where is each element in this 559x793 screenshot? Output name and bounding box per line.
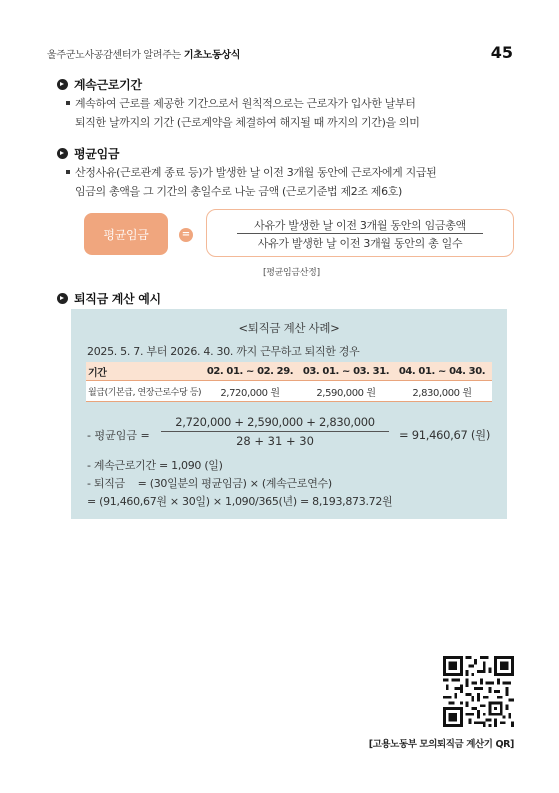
section-title-continuous-service	[57, 76, 142, 93]
calc-label: - 평균임금 =	[87, 429, 150, 442]
header-prefix: 울주군노사공감센터가 알려주는	[47, 50, 181, 61]
qr-code-icon[interactable]	[443, 656, 514, 727]
equals-icon: =	[179, 228, 193, 242]
bullet-square-icon	[66, 101, 70, 105]
section-title-severance-example	[57, 290, 161, 307]
table-header-cell: 04. 01. ~ 04. 30.	[398, 365, 486, 377]
example-title: <퇴직금 계산 사례>	[238, 321, 340, 335]
calc-line-result: = (91,460,67원 × 30일) × 1,090/365(년) = 8,193,873.72원	[87, 495, 393, 508]
section-title-text: 퇴직금 계산 예시	[74, 292, 161, 306]
arrow-circle-icon	[57, 79, 68, 90]
bullet-line: 계속하여 근로를 제공한 기간으로서 원칙적으로는 근로자가 입사한 날부터	[75, 97, 416, 110]
fraction-line	[161, 431, 389, 432]
fraction-line	[237, 233, 483, 234]
calc-line-service-days: - 계속근로기간 = 1,090 (일)	[87, 459, 223, 472]
bullet-line: 임금의 총액을 그 기간의 총일수로 나눈 금액 (근로기준법 제2조 제6호)	[75, 185, 402, 198]
table-cell: 2,830,000 원	[412, 387, 472, 399]
arrow-circle-icon	[57, 148, 68, 159]
formula-numerator: 사유가 발생한 날 이전 3개월 동안의 임금총액	[254, 219, 466, 232]
bullet-square-icon	[66, 170, 70, 174]
table-header-cell: 기간	[88, 367, 107, 379]
formula-denominator: 사유가 발생한 날 이전 3개월 동안의 총 일수	[257, 237, 463, 250]
table-row	[86, 381, 492, 402]
table-header-cell: 03. 01. ~ 03. 31.	[302, 365, 390, 377]
section-title-text: 평균임금	[74, 147, 120, 161]
calc-numerator: 2,720,000 + 2,590,000 + 2,830,000	[175, 415, 375, 429]
calc-denominator: 28 + 31 + 30	[236, 434, 314, 448]
example-box	[71, 309, 507, 519]
wage-table	[86, 362, 492, 402]
table-cell: 2,590,000 원	[316, 387, 376, 399]
arrow-circle-icon	[57, 293, 68, 304]
formula-caption: [평균임금산정]	[263, 268, 320, 278]
qr-caption: [고용노동부 모의퇴직금 계산기 QR]	[368, 739, 514, 750]
table-cell: 2,720,000 원	[220, 387, 280, 399]
bullet-line: 퇴직한 날까지의 기간 (근로계약을 체결하여 해지될 때 까지의 기간)을 의미	[75, 116, 420, 129]
table-header-cell: 02. 01. ~ 02. 29.	[206, 365, 294, 377]
bullet-line: 산정사유(근로관계 종료 등)가 발생한 날 이전 3개월 동안에 근로자에게 지급된	[75, 166, 437, 179]
example-period: 2025. 5. 7. 부터 2026. 4. 30. 까지 근무하고 퇴직한 경우	[87, 345, 360, 358]
average-wage-label: 평균임금	[84, 213, 168, 255]
page-number: 45	[490, 43, 513, 62]
calc-line-severance: - 퇴직금 = (30일분의 평균임금) × (계속근로연수)	[87, 477, 332, 490]
bullet-continuous-service	[75, 94, 419, 132]
section-title-text: 계속근로기간	[74, 78, 142, 92]
header-title: 기초노동상식	[183, 50, 241, 61]
calc-result: = 91,460,67 (원)	[399, 428, 491, 442]
section-title-average-wage	[57, 145, 119, 162]
running-header	[47, 46, 240, 61]
formula-box	[206, 209, 514, 257]
table-header-row	[86, 362, 492, 381]
table-cell: 월급(기본급, 연장근로수당 등)	[88, 387, 202, 398]
bullet-average-wage	[75, 163, 436, 201]
